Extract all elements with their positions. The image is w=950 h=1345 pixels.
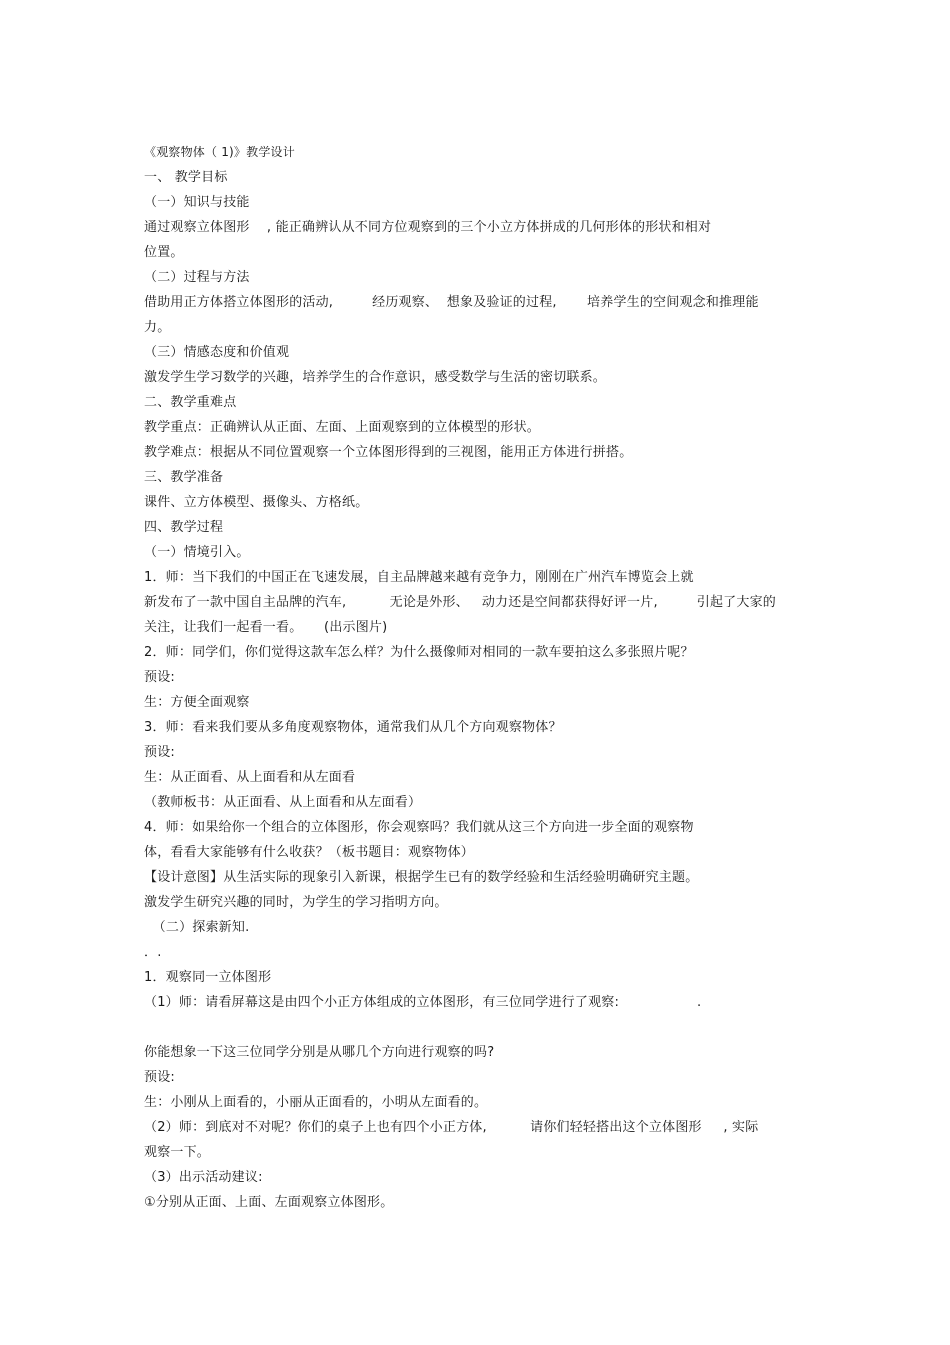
subsection-heading: （一）情境引入。 xyxy=(144,545,250,560)
paragraph-line: 你能想象一下这三位同学分别是从哪几个方向进行观察的吗? xyxy=(144,1045,495,1060)
paragraph-line: 体，看看大家能够有什么收获？（板书题目：观察物体） xyxy=(144,845,475,860)
paragraph-line: 1．观察同一立体图形 xyxy=(144,970,272,985)
paragraph-line: （教师板书：从正面看、从上面看和从左面看） xyxy=(144,795,422,810)
paragraph-line: 教学难点：根据从不同位置观察一个立体图形得到的三视图，能用正方体进行拼搭。 xyxy=(144,445,633,460)
paragraph-line: （2）师：到底对不对呢？你们的桌子上也有四个小正方体, 请你们轻轻搭出这个立体图形 , 实际 xyxy=(144,1120,759,1135)
subsection-heading: （一）知识与技能 xyxy=(144,195,250,210)
paragraph-line: 生：小刚从上面看的，小丽从正面看的，小明从左面看的。 xyxy=(144,1095,488,1110)
paragraph-line: ．. xyxy=(144,945,162,960)
paragraph-line: 激发学生研究兴趣的同时，为学生的学习指明方向。 xyxy=(144,895,448,910)
paragraph-line: 新发布了一款中国自主品牌的汽车, 无论是外形、 动力还是空间都获得好评一片, 引起了大家的 xyxy=(144,595,776,610)
paragraph-line: 借助用正方体搭立体图形的活动, 经历观察、 想象及验证的过程, 培养学生的空间观念和推理能 xyxy=(144,295,759,310)
paragraph-line: 课件、立方体模型、摄像头、方格纸。 xyxy=(144,495,369,510)
paragraph-line: （3）出示活动建议: xyxy=(144,1170,263,1185)
paragraph-line: 观察一下。 xyxy=(144,1145,211,1160)
doc-title: 《观察物体（ 1)》教学设计 xyxy=(144,145,295,159)
section-heading: 一、 教学目标 xyxy=(144,170,228,185)
subsection-heading: （三）情感态度和价值观 xyxy=(144,345,290,360)
paragraph-line: 预设: xyxy=(144,745,175,760)
section-heading: 三、教学准备 xyxy=(144,470,224,485)
paragraph-line: 生：方便全面观察 xyxy=(144,695,250,710)
section-heading: 二、教学重难点 xyxy=(144,395,237,410)
paragraph-line: 教学重点：正确辨认从正面、左面、上面观察到的立体模型的形状。 xyxy=(144,420,541,435)
paragraph-line: 【设计意图】从生活实际的现象引入新课，根据学生已有的数学经验和生活经验明确研究主题。 xyxy=(144,870,699,885)
paragraph-line: 3．师：看来我们要从多角度观察物体，通常我们从几个方向观察物体？ xyxy=(144,720,562,735)
paragraph-line: 预设: xyxy=(144,670,175,685)
paragraph-line: 2．师：同学们，你们觉得这款车怎么样？为什么摄像师对相同的一款车要拍这么多张照片呢？ xyxy=(144,645,694,660)
paragraph-line: 激发学生学习数学的兴趣，培养学生的合作意识，感受数学与生活的密切联系。 xyxy=(144,370,607,385)
paragraph-line: ①分别从正面、上面、左面观察立体图形。 xyxy=(144,1195,394,1210)
paragraph-line: 力。 xyxy=(144,320,171,335)
paragraph-line: 1．师：当下我们的中国正在飞速发展，自主品牌越来越有竞争力，刚刚在广州汽车博览会上就 xyxy=(144,570,694,585)
paragraph-line: 通过观察立体图形 , 能正确辨认从不同方位观察到的三个小立方体拼成的几何形体的形状和相对 xyxy=(144,220,712,235)
paragraph-line: 预设: xyxy=(144,1070,175,1085)
section-heading: 四、教学过程 xyxy=(144,520,224,535)
paragraph-line: 位置。 xyxy=(144,245,184,260)
subsection-heading: （二）探索新知. xyxy=(144,920,250,935)
paragraph-line: 生：从正面看、从上面看和从左面看 xyxy=(144,770,356,785)
subsection-heading: （二）过程与方法 xyxy=(144,270,250,285)
paragraph-line: （1）师：请看屏幕这是由四个小正方体组成的立体图形，有三位同学进行了观察: . xyxy=(144,995,702,1010)
paragraph-line: 关注，让我们一起看一看。 (出示图片) xyxy=(144,620,388,635)
paragraph-line: 4．师：如果给你一个组合的立体图形，你会观察吗？我们就从这三个方向进一步全面的观察物 xyxy=(144,820,694,835)
